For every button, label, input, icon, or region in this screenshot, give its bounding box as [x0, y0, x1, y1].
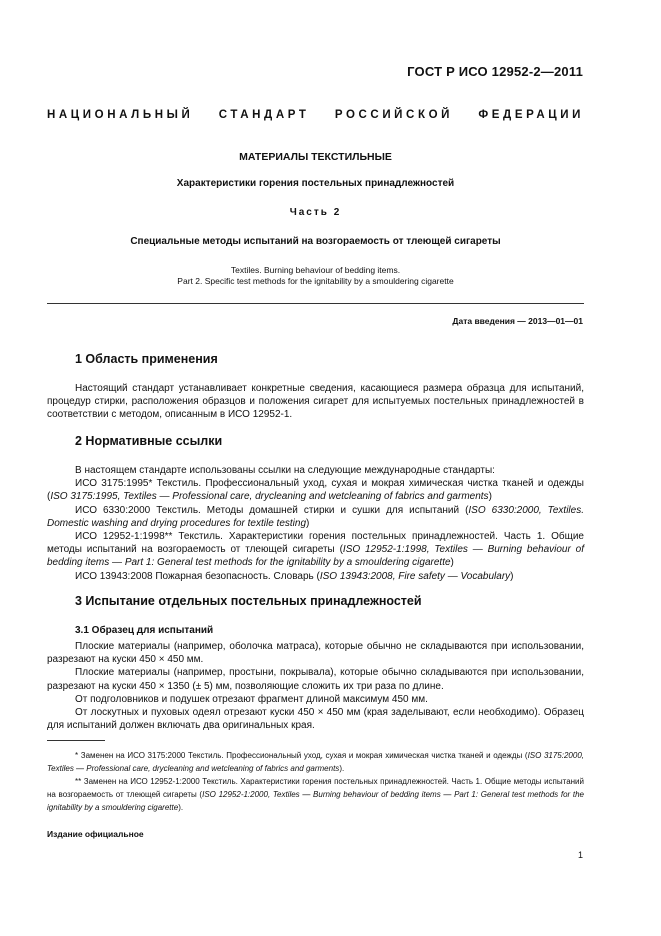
section-2-body — [47, 464, 584, 583]
part-label: Часть 2 — [289, 207, 342, 218]
section-3-heading: 3 Испытание отдельных постельных принадлежностей — [75, 594, 422, 608]
paragraph: Плоские материалы (например, простыни, покрывала), которые обычно складываются при использовании, разрезают на куски 450 × 1350 (± 5) мм, позволяющие сложить их три раза по длине. — [47, 667, 584, 692]
reference-item: ИСО 12952-1:1998** Текстиль. Характеристики горения постельных принадлежностей. Часть 1. Общие методы испытаний на возгораемость от тлеющей сигареты (ISO 12952-1:1998, Textiles — Burning behaviour of bedding items — Part 1: General test methods for the ignitability by a smouldering cigarette) — [47, 531, 585, 569]
section-1-body — [47, 382, 584, 422]
paragraph: Плоские материалы (например, оболочка матраса), которые обычно не складываются при использовании, разрезают на куски 450 × 450 мм. — [47, 641, 584, 666]
introduction-date: Дата введения — 2013—01—01 — [452, 316, 583, 326]
page-number: 1 — [577, 850, 583, 860]
section-3-body — [47, 640, 584, 732]
national-standard-heading: НАЦИОНАЛЬНЫЙ СТАНДАРТ РОССИЙСКОЙ ФЕДЕРАЦИИ — [47, 109, 584, 121]
reference-item: ИСО 6330:2000 Текстиль. Методы домашней стирки и сушки для испытаний (ISO 6330:2000, Textiles. Domestic washing and drying procedures for textile testing) — [47, 504, 584, 529]
paragraph: Настоящий стандарт устанавливает конкретные сведения, касающиеся размера образца для испытаний, процедур стирки, расположения образцов и положения сигарет для испытуемых постельных принадлежностей в соответствии с методом, описанным в ИСО 12952-1. — [47, 383, 584, 421]
english-title-line-1: Textiles. Burning behaviour of bedding items. — [230, 265, 401, 275]
standard-number: ГОСТ Р ИСО 12952-2—2011 — [407, 64, 583, 79]
reference-item: ИСО 13943:2008 Пожарная безопасность. Словарь (ISO 13943:2008, Fire safety — Vocabulary) — [75, 570, 514, 582]
footnote: * Заменен на ИСО 3175:2000 Текстиль. Профессиональный уход, сухая и мокрая химическая чистка тканей и одежды (ISO 3175:2000, Textiles — Professional care, drycleaning and wetcleaning of fabrics and garments). — [47, 751, 585, 773]
footnote: ** Заменен на ИСО 12952-1:2000 Текстиль. Характеристики горения постельных принадлежностей. Часть 1. Общие методы испытаний на возгораемость от тлеющей сигареты (ISO 12952-1:2000, Textiles — Burning behaviour of bedding items — Part 1: General test methods for the ignitability by a smouldering cigarette). — [47, 777, 585, 812]
section-1-heading: 1 Область применения — [75, 352, 218, 366]
part-title: Специальные методы испытаний на возгораемость от тлеющей сигареты — [130, 236, 501, 247]
document-title: МАТЕРИАЛЫ ТЕКСТИЛЬНЫЕ — [239, 151, 392, 163]
document-subtitle: Характеристики горения постельных принадлежностей — [176, 178, 455, 189]
paragraph: От лоскутных и пуховых одеял отрезают куски 450 × 450 мм (края заделывают, если необходимо). Образец для испытаний должен включать два оригинальных края. — [47, 707, 584, 732]
footnote-divider — [47, 740, 105, 741]
paragraph: В настоящем стандарте использованы ссылки на следующие международные стандарты: — [75, 465, 495, 476]
section-2-heading: 2 Нормативные ссылки — [75, 434, 223, 448]
paragraph: От подголовников и подушек отрезают фрагмент длиной максимум 450 мм. — [75, 693, 428, 705]
official-edition-label: Издание официальное — [47, 829, 144, 839]
subsection-3-1-heading: 3.1 Образец для испытаний — [75, 625, 214, 636]
reference-item: ИСО 3175:1995* Текстиль. Профессиональный уход, сухая и мокрая химическая чистка тканей и одежды (ISO 3175:1995, Textiles — Professional care, drycleaning and wetcleaning of fabrics and garments) — [47, 478, 584, 503]
divider — [47, 303, 584, 304]
footnotes — [47, 749, 584, 814]
english-title-line-2: Part 2. Specific test methods for the ignitability by a smouldering cigarette — [177, 276, 454, 286]
